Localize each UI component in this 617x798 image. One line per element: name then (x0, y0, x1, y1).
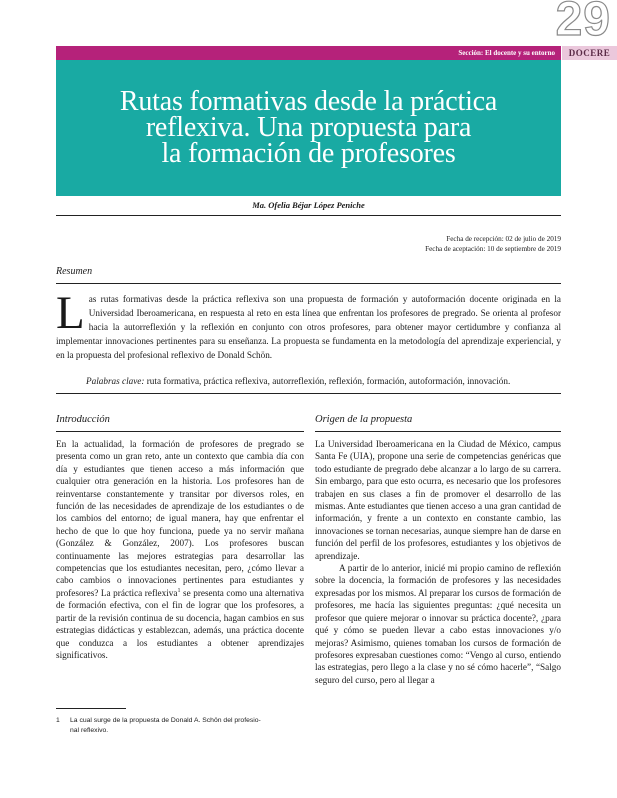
section-bar: Sección: El docente y su entorno (56, 46, 561, 60)
intro-column (56, 438, 304, 661)
article-title (99, 86, 519, 169)
footnote (56, 716, 306, 736)
dates-block (425, 234, 561, 254)
accepted-date: Fecha de aceptación: 10 de septiembre de 2019 (425, 245, 561, 253)
origin-rule (315, 431, 561, 432)
origin-column (315, 438, 561, 686)
title-line-2: reflexiva. Una propuesta para (145, 112, 472, 143)
footnote-line-2: nal reflexivo. (70, 727, 109, 734)
page-number: 29 (555, 0, 611, 46)
intro-heading: Introducción (56, 414, 110, 425)
origin-heading: Origen de la propuesta (315, 414, 413, 425)
abstract-text: as rutas formativas desde la práctica reflexiva son una propuesta de formación y autoformación docente originada en la Universidad Iberoamericana, en respuesta al reto en esta línea que enfrentan los profesores de pregrado. Se orienta al profesor hacia la autorreflexión y la reflexión en conjunto con otros profesores, para obtener mayor certidumbre y confianza al implementar innovaciones pertinentes para su enseñanza. La propuesta se fundamenta en la metodología del aprendizaje experiencial, y en la propuesta del profesional reflexivo de Donald Schön. (56, 294, 561, 360)
intro-rule (56, 431, 304, 432)
footnote-ref: 1 (177, 587, 181, 594)
abstract-bottom-rule (56, 393, 561, 394)
footnote-rule (56, 708, 126, 709)
intro-paragraph (56, 438, 304, 661)
footnote-line-1: La cual surge de la propuesta de Donald A. Schön del profesio- (70, 717, 261, 724)
title-line-1: Rutas formativas desde la práctica (119, 86, 498, 117)
origin-paragraph-1: La Universidad Iberoamericana en la Ciudad de México, campus Santa Fe (UIA), propone una serie de competencias genéricas que todo estudiante de pregrado debe alcanzar a lo largo de su carrera. Sin embargo, para que esto ocurra, es necesario que los profesores trabajen en sus clases a fin de promover el desarrollo de las mismas. Ante estudiantes que tienen acceso a una gran cantidad de información, y frente a un contexto en constante cambio, las innovaciones se tornan necesarias, aunque siempre han de darse en función del perfil de los profesores, estudiantes y los objetivos de aprendizaje. (315, 439, 561, 561)
author-name: Ma. Ofelia Béjar López Peniche (252, 200, 365, 210)
abstract-rule (56, 283, 561, 284)
drop-cap: L (56, 287, 85, 339)
keywords-list: ruta formativa, práctica reflexiva, autorreflexión, reflexión, formación, autoformación, innovación. (146, 376, 511, 386)
intro-text-b: se presenta como una alternativa de formación efectiva, con el fin de lograr que los profesores, a partir de la revisión continua de su docencia, hagan cambios en sus estrategias didácticas y establezcan, además, una práctica docente que conduzca a los estudiantes a obtener aprendizajes significativos. (56, 587, 304, 660)
keywords-label: Palabras clave: (86, 376, 145, 386)
title-block (56, 60, 561, 196)
received-date: Fecha de recepción: 02 de julio de 2019 (446, 235, 561, 243)
abstract-body (56, 287, 561, 362)
journal-logo: DOCERE (562, 46, 617, 60)
footnote-number: 1 (56, 717, 60, 724)
origin-paragraph-2: A partir de lo anterior, inicié mi propio camino de reflexión sobre la docencia, la formación de profesores y las necesidades expresadas por los mismos. Al preparar los cursos de formación de profesores, me hacía las siguientes preguntas: ¿qué necesita un profesor que quiere mejorar o innovar su práctica docente?, ¿para qué y cómo se pueden llevar a cabo estas innovaciones y/o mejoras? Asimismo, quienes tomaban los cursos de formación de profesores expresaban cuestiones como: “Vengo al curso, entiendo las estrategias, pero llego a la clase y no sé cómo hacerle”, “Salgo seguro del curso, pero al llegar a (315, 563, 561, 685)
keywords (86, 375, 561, 387)
intro-text-a: En la actualidad, la formación de profesores de pregrado se presenta como un gran reto, ante un contexto que cambia día con día y estudiantes que tienen acceso a más información que cualquier otra generación en la historia. Los profesores han de reinventarse constantemente y transitar por diversos roles, en función de las necesidades de aprendizaje de los estudiantes o de los cambios del entorno; de igual manera, hay que enfrentar el hecho de que lo que hoy funciona, puede ya no servir mañana (González & González, 2007). Los profesores buscan continuamente las mejores estrategias para desarrollar las competencias que los estudiantes necesitan, pero, ¿cómo llevar a cabo cambios o innovaciones pertinentes para estudiantes y profesores? La práctica reflexiva (56, 439, 304, 598)
title-line-3: la formación de profesores (161, 138, 456, 169)
abstract-heading: Resumen (56, 266, 93, 277)
